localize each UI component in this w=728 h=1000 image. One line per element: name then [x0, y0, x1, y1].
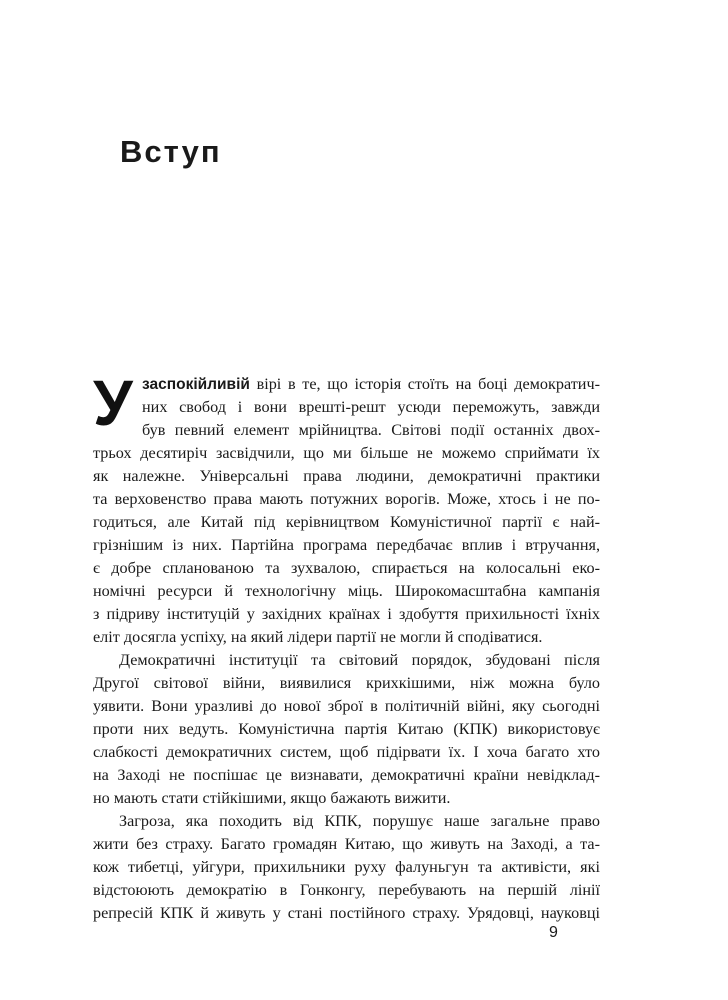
page-number: 9	[549, 924, 558, 941]
text-line: відстоюють демократію в Гонконгу, перебувають на першій лінії	[93, 881, 600, 899]
text-line: як належне. Універсальні права людини, демократичні практики	[93, 467, 600, 485]
text-line: слабкості демократичних систем, щоб підірвати їх. І хоча багато хто	[93, 743, 600, 761]
text-line	[93, 373, 600, 396]
line-text: вірі в те, що історія стоїть на боці демократич-	[249, 375, 600, 393]
text-line: з підриву інституцій у західних країнах і здобуття прихильності їхніх	[93, 605, 600, 623]
text-line: трьох десятиріч засвідчили, що ми більше не можемо сприймати їх	[93, 444, 600, 462]
text-line: них свобод і вони врешті-решт усюди переможуть, завжди	[142, 398, 600, 416]
text-line: еліт досягла успіху, на який лідери партії не могли й сподіватися.	[93, 628, 543, 646]
lead-word: заспокійливій	[142, 376, 250, 393]
text-line: на Заході не поспішає це визнавати, демократичні країни невідклад-	[93, 766, 600, 784]
text-line: годиться, але Китай під керівництвом Комуністичної партії є най-	[93, 513, 600, 531]
text-line: репресій КПК й живуть у стані постійного страху. Урядовці, науковці	[93, 904, 600, 922]
text-line: проти них ведуть. Комуністична партія Китаю (КПК) використовує	[93, 720, 600, 738]
text-line: номічні ресурси й технологічну міць. Широкомасштабна кампанія	[93, 582, 600, 600]
body-text	[93, 367, 600, 925]
text-line: жити без страху. Багато громадян Китаю, що живуть на Заході, а та-	[93, 835, 600, 853]
text-line: є добре спланованою та зухвалою, спирається на колосальні еко-	[93, 559, 600, 577]
chapter-title: Вступ	[120, 134, 222, 169]
text-line: Демократичні інституції та світовий порядок, збудовані після	[119, 651, 600, 669]
text-line: Загроза, яка походить від КПК, порушує наше загальне право	[119, 812, 600, 830]
text-line: був певний елемент мрійництва. Світові події останніх двох-	[142, 421, 600, 439]
text-line: но мають стати стійкішими, якщо бажають вижити.	[93, 789, 451, 807]
text-line: кож тибетці, уйгури, прихильники руху фалуньгун та активісти, які	[93, 858, 600, 876]
text-line: Другої світової війни, виявилися крихкішими, ніж можна було	[93, 674, 600, 692]
text-line: та верховенство права мають потужних ворогів. Може, хтось і не по-	[93, 490, 600, 508]
text-line: уявити. Вони уразливі до нової зброї в політичній війні, яку сьогодні	[93, 697, 600, 715]
drop-cap: У	[93, 367, 133, 439]
text-line: грізнішим із них. Партійна програма передбачає вплив і втручання,	[93, 536, 600, 554]
